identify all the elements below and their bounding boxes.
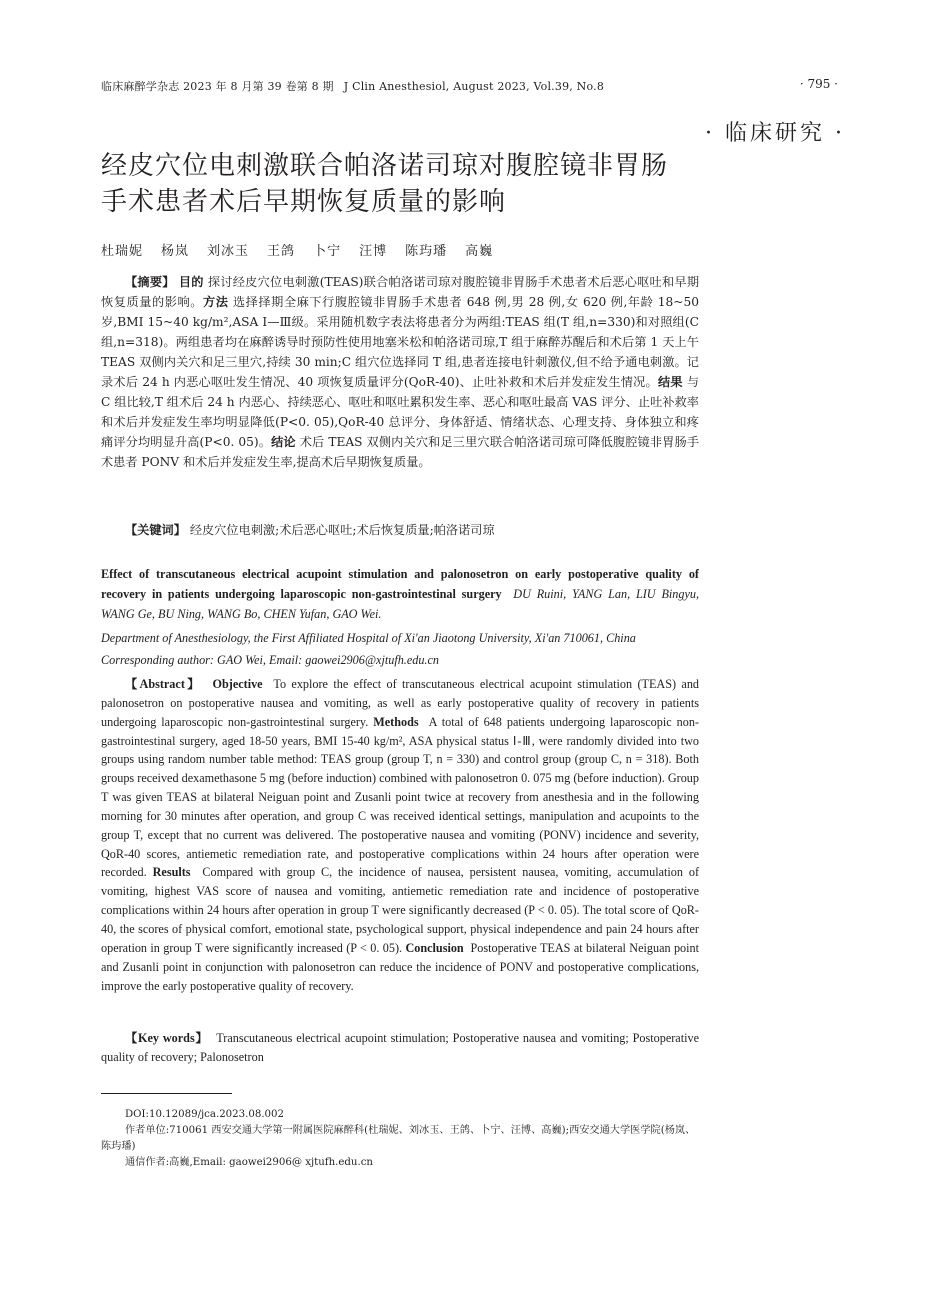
results-label-en: Results xyxy=(152,865,191,880)
page-number: · 795 · xyxy=(799,77,838,91)
methods-text-en: A total of 648 patients undergoing laparoscopic non-gastrointestinal surgery, aged 18-50 years, BMI 15-40 kg/m², ASA physical status Ⅰ-Ⅲ, were randomly divided into two groups using random number table method: TEAS group (group T, n = 330) and control group (group C, n = 318). Both groups received dexamethasone 5 mg (before induction) combined with palonosetron 0. 075 mg (before induction). Group T was given TEAS at bilateral Neiguan point and Zusanli point twice at recovery from anesthesia and in the following morning for 30 minutes after operation, and group C was received identical settings, manipulation and acupoints to the group T, except that no current was delivered. The postoperative nausea and vomiting (PONV) incidence and severity, QoR-40 scores, antiemetic remediation rate, and postoperative complications within 24 hours after operation were recorded. xyxy=(101,714,699,880)
journal-name-en: J Clin Anesthesiol, August 2023, Vol.39, No.8 xyxy=(343,80,605,93)
methods-text-cn: 选择择期全麻下行腹腔镜非胃肠手术患者 648 例,男 28 例,女 620 例,年龄 18~50 岁,BMI 15~40 kg/m²,ASA Ⅰ—Ⅲ级。采用随机数字表法将患者分为两组:TEAS 组(T 组,n=330)和对照组(C 组,n=318)。两组患者均在麻醉诱导时预防性使用地塞米松和帕洛诺司琼,T 组于麻醉苏醒后和术后第 1 天上午 TEAS 双侧内关穴和足三里穴,持续 30 min;C 组穴位选择同 T 组,患者连接电针刺激仪,但不给予通电刺激。记录术后 24 h 内恶心呕吐发生情况、40 项恢复质量评分(QoR-40)、止吐补救和术后并发症发生情况。 xyxy=(101,295,700,389)
author-name: 卜宁 xyxy=(313,244,342,259)
keywords-text-en: Transcutaneous electrical acupoint stimulation; Postoperative nausea and vomiting; Postoperative quality of recovery; Palonosetron xyxy=(101,1031,699,1064)
affiliation-footnote: 作者单位:710061 西安交通大学第一附属医院麻醉科(杜瑞妮、刘冰玉、王鸽、卜宁、汪博、高巍);西安交通大学医学院(杨岚、陈玙璠) xyxy=(101,1125,696,1152)
author-name: 杨岚 xyxy=(161,244,190,259)
objective-text-cn: 探讨经皮穴位电刺激(TEAS)联合帕洛诺司琼对腹腔镜非胃肠手术患者术后恶心呕吐和早期恢复质量的影响。 xyxy=(101,275,700,309)
objective-label-cn: 目的 xyxy=(178,275,204,289)
title-line-1: 经皮穴位电刺激联合帕洛诺司琼对腹腔镜非胃肠 xyxy=(101,151,669,181)
conclusion-label-cn: 结论 xyxy=(271,435,296,449)
methods-label-en: Methods xyxy=(373,714,419,729)
keywords-label-cn: 【关键词】 xyxy=(125,523,186,537)
doi-footnote: DOI:10.12089/jca.2023.08.002 xyxy=(125,1109,285,1120)
footnote-divider xyxy=(101,1093,232,1094)
english-authors: DU Ruini, YANG Lan, LIU Bingyu, WANG Ge, BU Ning, WANG Bo, CHEN Yufan, GAO Wei. xyxy=(101,587,700,621)
corresponding-footnote: 通信作者:高巍,Email: gaowei2906@ xjtufh.edu.cn xyxy=(125,1157,373,1168)
conclusion-text-en: Postoperative TEAS at bilateral Neiguan point and Zusanli point in conjunction with palonosetron can reduce the incidence of PONV and postoperative complications, improve the early postoperative quality of recovery. xyxy=(101,940,700,993)
conclusion-text-cn: 术后 TEAS 双侧内关穴和足三里穴联合帕洛诺司琼可降低腹腔镜非胃肠手术患者 PONV 和术后并发症发生率,提高术后早期恢复质量。 xyxy=(101,435,700,469)
results-text-cn: 与 C 组比较,T 组术后 24 h 内恶心、持续恶心、呕吐和呕吐累积发生率、恶心和呕吐最高 VAS 评分、止吐补救率和术后并发症发生率均明显降低(P<0. 05),QoR-40 总评分、身体舒适、情绪状态、心理支持、身体独立和疼痛评分均明显升高(P<0. 05)。 xyxy=(101,375,699,449)
section-label: · 临床研究 · xyxy=(705,121,845,146)
objective-text-en: To explore the effect of transcutaneous electrical acupoint stimulation (TEAS) and palonosetron on postoperative nausea and vomiting, as well as early postoperative quality of recovery in patients undergoing laparoscopic non-gastrointestinal surgery. xyxy=(101,677,700,729)
abstract-cn xyxy=(101,272,699,472)
conclusion-label-en: Conclusion xyxy=(405,940,464,955)
abstract-en xyxy=(101,675,699,995)
keywords-text-cn: 经皮穴位电刺激;术后恶心呕吐;术后恢复质量;帕洛诺司琼 xyxy=(189,523,495,537)
author-list-cn xyxy=(101,240,511,259)
author-name: 高巍 xyxy=(465,244,494,259)
english-affiliation: Department of Anesthesiology, the First Affiliated Hospital of Xi'an Jiaotong University, Xi'an 710061, China xyxy=(101,631,636,645)
methods-label-cn: 方法 xyxy=(202,295,229,309)
english-title-block xyxy=(101,564,699,624)
objective-label-en: Objective xyxy=(212,677,263,691)
keywords-cn xyxy=(125,520,699,540)
abstract-label-cn: 【摘要】 xyxy=(125,275,175,289)
running-header xyxy=(101,78,604,94)
results-text-en: Compared with group C, the incidence of nausea, persistent nausea, vomiting, accumulation of vomiting, highest VAS score of nausea and vomiting, antiemetic remediation rate and incidence of postoperative complications within 24 hours after operation in group T were significantly decreased (P < 0. 05). The total score of QoR-40, the scores of physical comfort, emotional state, psychological support, physical independence and pain 24 hours after operation in group T were significantly increased (P < 0. 05). xyxy=(101,865,700,955)
author-name: 王鸽 xyxy=(267,244,296,259)
english-title: Effect of transcutaneous electrical acupoint stimulation and palonosetron on early postoperative quality of recovery in patients undergoing laparoscopic non-gastrointestinal surgery xyxy=(101,567,699,601)
keywords-label-en: 【Key words】 xyxy=(125,1031,209,1045)
author-name: 刘冰玉 xyxy=(207,244,250,259)
english-corresponding: Corresponding author: GAO Wei, Email: gaowei2906@xjtufh.edu.cn xyxy=(101,653,439,667)
title-line-2: 手术患者术后早期恢复质量的影响 xyxy=(101,187,507,217)
article-title-cn xyxy=(101,148,741,220)
abstract-label-en: 【Abstract】 xyxy=(125,677,202,691)
author-name: 汪博 xyxy=(359,244,388,259)
results-label-cn: 结果 xyxy=(657,375,683,389)
journal-name-cn: 临床麻醉学杂志 2023 年 8 月第 39 卷第 8 期 xyxy=(101,80,334,93)
keywords-en xyxy=(101,1029,699,1067)
author-name: 陈玙璠 xyxy=(405,244,448,259)
author-name: 杜瑞妮 xyxy=(101,244,144,259)
